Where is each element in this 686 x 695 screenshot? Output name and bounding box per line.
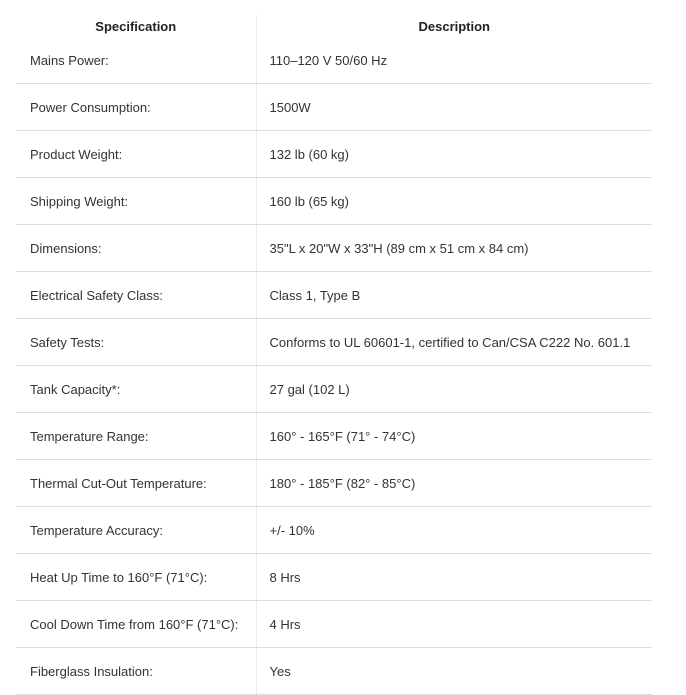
- desc-cell: 110–120 V 50/60 Hz: [256, 37, 652, 84]
- description-column-header: Description: [418, 18, 490, 34]
- table-row: [16, 366, 652, 413]
- table-header: [16, 15, 652, 37]
- spec-cell: Temperature Range:: [16, 413, 256, 460]
- specifications-table: [16, 15, 652, 695]
- spec-cell: Cool Down Time from 160°F (71°C):: [16, 601, 256, 648]
- table-row: [16, 648, 652, 695]
- table-row: [16, 272, 652, 319]
- desc-cell: +/- 10%: [256, 507, 652, 554]
- desc-cell: 180° - 185°F (82° - 85°C): [256, 460, 652, 507]
- table-row: [16, 319, 652, 366]
- header-row: [16, 15, 652, 37]
- table-row: [16, 554, 652, 601]
- table-row: [16, 601, 652, 648]
- spec-cell: Electrical Safety Class:: [16, 272, 256, 319]
- spec-cell: Fiberglass Insulation:: [16, 648, 256, 695]
- table-row: [16, 507, 652, 554]
- desc-cell: Conforms to UL 60601-1, certified to Can/CSA C222 No. 601.1: [256, 319, 652, 366]
- spec-cell: Shipping Weight:: [16, 178, 256, 225]
- table-row: [16, 178, 652, 225]
- table-row: [16, 37, 652, 84]
- table-row: [16, 413, 652, 460]
- spec-cell: Safety Tests:: [16, 319, 256, 366]
- table-row: [16, 131, 652, 178]
- desc-cell: Class 1, Type B: [256, 272, 652, 319]
- spec-cell: Temperature Accuracy:: [16, 507, 256, 554]
- spec-cell: Product Weight:: [16, 131, 256, 178]
- table-row: [16, 225, 652, 272]
- desc-cell: 8 Hrs: [256, 554, 652, 601]
- spec-cell: Dimensions:: [16, 225, 256, 272]
- desc-cell: 160° - 165°F (71° - 74°C): [256, 413, 652, 460]
- spec-cell: Power Consumption:: [16, 84, 256, 131]
- spec-cell: Tank Capacity*:: [16, 366, 256, 413]
- desc-cell: 1500W: [256, 84, 652, 131]
- table-body: [16, 37, 652, 695]
- table-row: [16, 460, 652, 507]
- table-row: [16, 84, 652, 131]
- desc-cell: 4 Hrs: [256, 601, 652, 648]
- desc-cell: 132 lb (60 kg): [256, 131, 652, 178]
- specification-column-header: Specification: [16, 15, 256, 37]
- spec-cell: Heat Up Time to 160°F (71°C):: [16, 554, 256, 601]
- desc-cell: 160 lb (65 kg): [256, 178, 652, 225]
- spec-cell: Thermal Cut-Out Temperature:: [16, 460, 256, 507]
- desc-cell: Yes: [256, 648, 652, 695]
- spec-cell: Mains Power:: [16, 37, 256, 84]
- desc-cell: 35"L x 20"W x 33"H (89 cm x 51 cm x 84 cm): [256, 225, 652, 272]
- desc-cell: 27 gal (102 L): [256, 366, 652, 413]
